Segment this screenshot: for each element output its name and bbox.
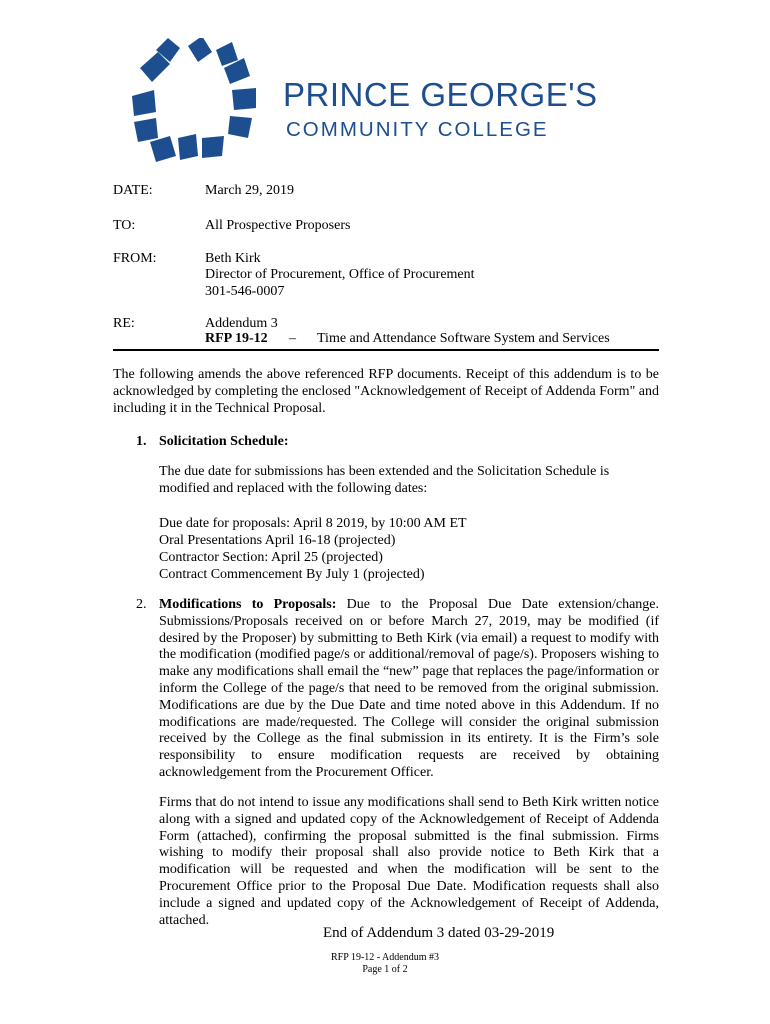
logo-college-subname: COMMUNITY COLLEGE: [286, 118, 549, 141]
open-books-emblem-icon: [120, 38, 280, 163]
to-value: All Prospective Proposers: [205, 218, 351, 233]
schedule-date-item: Contractor Section: April 25 (projected): [159, 550, 383, 565]
to-label: TO:: [113, 218, 136, 233]
schedule-date-item: Oral Presentations April 16-18 (projected): [159, 533, 396, 548]
rfp-dash: –: [289, 331, 296, 346]
schedule-dates-list: [159, 515, 467, 583]
header-divider: [113, 349, 659, 351]
footer-reference: RFP 19-12 - Addendum #3: [331, 952, 439, 963]
footer-page-number: Page 1 of 2: [362, 964, 408, 975]
end-of-addendum-text: End of Addendum 3 dated 03-29-2019: [323, 925, 555, 941]
college-logo: [120, 38, 650, 163]
item-2-text: Due to the Proposal Due Date extension/change. Submissions/Proposals received on or before March 27, 2019, may be modified (if desired by the Proposer) by submitting to Beth Kirk (via email) a request to modify with the modification (modified page/s or additional/removal of page/s). Proposers wishing to make any modifications shall email the “new” page that replaces the page/information or inform the College of the page/s that need to be removed from the original submission. Modifications are due by the Due Date and time noted above in this Addendum. If no modifications are made/requested. The College will consider the original submission received by the College as the final submission in its entirety. It is the Firm’s sole responsibility to ensure modification requests are received by obtaining acknowledgement from the Procurement Officer.: [159, 597, 659, 780]
rfp-number: RFP 19-12: [205, 331, 268, 346]
rfp-title: Time and Attendance Software System and Services: [317, 331, 610, 346]
schedule-date-item: Due date for proposals: April 8 2019, by 10:00 AM ET: [159, 516, 467, 531]
schedule-date-item: Contract Commencement By July 1 (projected): [159, 567, 425, 582]
from-name: Beth Kirk: [205, 251, 261, 266]
item-1-heading: Solicitation Schedule:: [159, 434, 289, 449]
item-1-paragraph: The due date for submissions has been extended and the Solicitation Schedule is modified and replaced with the following dates:: [159, 464, 610, 496]
re-value: Addendum 3: [205, 316, 278, 331]
item-2-paragraph: [159, 597, 659, 782]
from-phone: 301-546-0007: [205, 284, 285, 299]
from-label: FROM:: [113, 251, 157, 266]
item-1-number: 1.: [136, 434, 147, 449]
item-2-number: 2.: [136, 597, 147, 612]
re-label: RE:: [113, 316, 135, 331]
from-title: Director of Procurement, Office of Procurement: [205, 267, 475, 282]
date-label: DATE:: [113, 183, 153, 198]
logo-college-name: PRINCE GEORGE'S: [283, 76, 598, 113]
item-2-paragraph-2: Firms that do not intend to issue any modifications shall send to Beth Kirk written notice along with a signed and updated copy of the Acknowledgement of Receipt of Addenda Form (attached), confirming the proposal submitted is the final submission. Firms wishing to modify their proposal shall also provide notice to Beth Kirk that a modification will be requested and when the modification will be sent to the Procurement Office prior to the Proposal Due Date. Modification requests shall also include a signed and updated copy of the Acknowledgement of Receipt of Addenda, attached.: [159, 795, 659, 928]
date-value: March 29, 2019: [205, 183, 295, 198]
page-footer: [300, 952, 470, 976]
intro-paragraph: The following amends the above referenced RFP documents. Receipt of this addendum is to be acknowledged by completing the enclosed "Acknowledgement of Receipt of Addenda Form" and including it in the Technical Proposal.: [113, 367, 659, 416]
item-2-heading: Modifications to Proposals:: [159, 597, 337, 612]
